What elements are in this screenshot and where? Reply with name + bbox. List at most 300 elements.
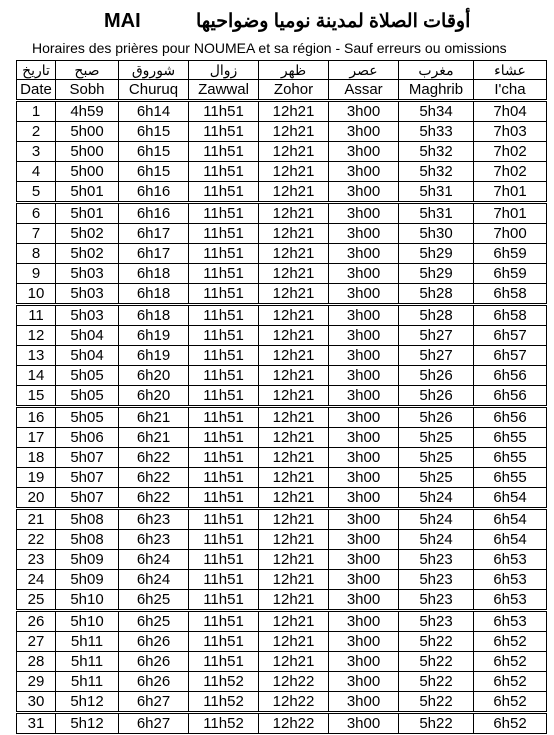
table-row [17,632,547,652]
table-cell: 7h02 [474,142,547,162]
table-cell: 6h15 [119,142,189,162]
table-cell: 6h21 [119,428,189,448]
table-cell: 6h54 [474,488,547,509]
arabic-title: أوقات الصلاة لمدينة نوميا وضواحيها [196,11,471,32]
table-row [17,284,547,305]
table-cell: 6h53 [474,570,547,590]
table-cell: 11h52 [189,672,259,692]
table-cell: 11h52 [189,713,259,734]
table-cell: 11h51 [189,590,259,611]
table-cell: 2 [17,122,56,142]
table-cell: 5h07 [56,448,119,468]
table-cell: 6h52 [474,652,547,672]
table-cell: 11h52 [189,692,259,713]
table-cell: 12h21 [259,468,329,488]
table-cell: 11h51 [189,570,259,590]
table-cell: 8 [17,244,56,264]
table-cell: 7h03 [474,122,547,142]
table-cell: 6h20 [119,386,189,407]
table-row [17,346,547,366]
col-header: Date [17,80,56,101]
table-cell: 5h31 [399,182,474,203]
table-cell: 6h25 [119,611,189,632]
table-cell: 6h21 [119,407,189,428]
table-cell: 12h22 [259,672,329,692]
table-cell: 12h21 [259,326,329,346]
table-cell: 5h22 [399,632,474,652]
table-cell: 3h00 [329,284,399,305]
table-row [17,182,547,203]
table-cell: 3h00 [329,101,399,122]
table-cell: 31 [17,713,56,734]
table-cell: 12h21 [259,590,329,611]
table-cell: 6h17 [119,244,189,264]
col-header-ar: عصر [329,61,399,80]
table-cell: 11h51 [189,428,259,448]
table-cell: 6h27 [119,713,189,734]
table-cell: 12h21 [259,407,329,428]
table-cell: 14 [17,366,56,386]
table-row [17,326,547,346]
table-cell: 12h21 [259,264,329,284]
table-cell: 5h00 [56,122,119,142]
arabic-header-row [17,61,547,80]
table-cell: 11h51 [189,488,259,509]
col-header: Sobh [56,80,119,101]
table-cell: 9 [17,264,56,284]
table-cell: 13 [17,346,56,366]
col-header: Zawwal [189,80,259,101]
table-cell: 5h05 [56,386,119,407]
table-cell: 7h02 [474,162,547,182]
table-cell: 6h18 [119,305,189,326]
table-cell: 11h51 [189,611,259,632]
table-cell: 6h27 [119,692,189,713]
table-row [17,652,547,672]
table-cell: 12h21 [259,386,329,407]
table-cell: 11h51 [189,101,259,122]
table-row [17,550,547,570]
table-cell: 3h00 [329,326,399,346]
table-cell: 11h51 [189,162,259,182]
table-row [17,611,547,632]
table-row [17,448,547,468]
table-cell: 5h03 [56,305,119,326]
table-cell: 12h21 [259,101,329,122]
table-cell: 6h57 [474,326,547,346]
table-row [17,509,547,530]
table-cell: 6h15 [119,162,189,182]
table-cell: 6h58 [474,305,547,326]
table-cell: 7h04 [474,101,547,122]
table-cell: 3h00 [329,468,399,488]
table-cell: 6h53 [474,590,547,611]
table-cell: 5h22 [399,692,474,713]
table-cell: 12h21 [259,162,329,182]
table-cell: 5h04 [56,346,119,366]
table-cell: 6 [17,203,56,224]
table-cell: 3h00 [329,713,399,734]
table-cell: 12h22 [259,713,329,734]
table-cell: 15 [17,386,56,407]
table-cell: 5h24 [399,509,474,530]
table-cell: 5h23 [399,570,474,590]
table-cell: 3h00 [329,142,399,162]
table-cell: 5h04 [56,326,119,346]
table-cell: 12h21 [259,305,329,326]
table-cell: 5h05 [56,366,119,386]
table-cell: 3h00 [329,672,399,692]
prayer-times-table [16,60,547,734]
table-cell: 5h01 [56,203,119,224]
table-cell: 5h22 [399,672,474,692]
table-row [17,468,547,488]
table-row [17,590,547,611]
table-cell: 3h00 [329,244,399,264]
table-cell: 12h21 [259,530,329,550]
table-cell: 5h22 [399,713,474,734]
table-cell: 6h26 [119,672,189,692]
table-cell: 25 [17,590,56,611]
table-cell: 11h51 [189,122,259,142]
table-cell: 12h21 [259,203,329,224]
table-cell: 6h55 [474,468,547,488]
table-cell: 11h51 [189,652,259,672]
table-cell: 12h21 [259,652,329,672]
table-cell: 12h21 [259,550,329,570]
table-cell: 5h34 [399,101,474,122]
table-cell: 3h00 [329,407,399,428]
table-cell: 5h31 [399,203,474,224]
table-row [17,142,547,162]
table-cell: 5h29 [399,244,474,264]
table-cell: 6h53 [474,550,547,570]
table-cell: 5h12 [56,692,119,713]
table-cell: 6h54 [474,530,547,550]
col-header-ar: مغرب [399,61,474,80]
table-cell: 4 [17,162,56,182]
table-cell: 6h52 [474,672,547,692]
table-row [17,305,547,326]
table-cell: 5h08 [56,509,119,530]
table-cell: 6h16 [119,182,189,203]
table-row [17,692,547,713]
table-cell: 6h52 [474,632,547,652]
table-cell: 6h26 [119,652,189,672]
table-cell: 29 [17,672,56,692]
table-row [17,570,547,590]
table-cell: 11h51 [189,386,259,407]
table-cell: 5h30 [399,224,474,244]
table-cell: 20 [17,488,56,509]
table-cell: 6h59 [474,264,547,284]
table-cell: 12h21 [259,428,329,448]
table-cell: 5h29 [399,264,474,284]
table-cell: 3h00 [329,488,399,509]
col-header-ar: شوروق [119,61,189,80]
table-row [17,407,547,428]
table-row [17,428,547,448]
table-cell: 12h21 [259,611,329,632]
table-cell: 12h21 [259,284,329,305]
table-cell: 6h56 [474,407,547,428]
table-cell: 3h00 [329,448,399,468]
table-cell: 11h51 [189,632,259,652]
table-cell: 6h52 [474,713,547,734]
table-cell: 6h19 [119,326,189,346]
table-cell: 11h51 [189,305,259,326]
table-cell: 12h21 [259,224,329,244]
table-cell: 11h51 [189,346,259,366]
table-cell: 6h56 [474,386,547,407]
table-cell: 5h33 [399,122,474,142]
table-cell: 5h02 [56,244,119,264]
table-cell: 11h51 [189,284,259,305]
table-cell: 12h21 [259,448,329,468]
table-cell: 11 [17,305,56,326]
table-cell: 3h00 [329,346,399,366]
table-cell: 6h24 [119,570,189,590]
table-cell: 11h51 [189,264,259,284]
table-cell: 5h24 [399,530,474,550]
table-cell: 12h21 [259,366,329,386]
table-cell: 11h51 [189,550,259,570]
table-cell: 12h21 [259,632,329,652]
table-cell: 5h32 [399,162,474,182]
table-cell: 6h14 [119,101,189,122]
table-cell: 3h00 [329,366,399,386]
table-cell: 3h00 [329,162,399,182]
table-cell: 7h01 [474,182,547,203]
table-cell: 5h08 [56,530,119,550]
table-cell: 11h51 [189,203,259,224]
table-cell: 5h27 [399,326,474,346]
table-cell: 6h59 [474,244,547,264]
table-row [17,530,547,550]
table-cell: 12h21 [259,182,329,203]
table-cell: 17 [17,428,56,448]
table-cell: 3h00 [329,386,399,407]
table-cell: 27 [17,632,56,652]
col-header: Churuq [119,80,189,101]
table-cell: 3h00 [329,692,399,713]
table-cell: 6h20 [119,366,189,386]
table-cell: 3h00 [329,530,399,550]
table-cell: 12h21 [259,142,329,162]
table-cell: 3h00 [329,203,399,224]
table-cell: 11h51 [189,182,259,203]
table-cell: 5h26 [399,386,474,407]
table-cell: 18 [17,448,56,468]
table-row [17,386,547,407]
table-cell: 3h00 [329,305,399,326]
table-cell: 3h00 [329,550,399,570]
table-cell: 5h32 [399,142,474,162]
table-cell: 6h15 [119,122,189,142]
table-row [17,224,547,244]
table-row [17,244,547,264]
table-cell: 11h51 [189,509,259,530]
subtitle: Horaires des prières pour NOUMEA et sa région - Sauf erreurs ou omissions [32,40,507,56]
table-cell: 5h23 [399,590,474,611]
table-cell: 6h18 [119,284,189,305]
table-cell: 5 [17,182,56,203]
table-cell: 5h03 [56,264,119,284]
table-cell: 5h25 [399,448,474,468]
table-cell: 30 [17,692,56,713]
title-row [0,8,554,34]
table-cell: 5h01 [56,182,119,203]
table-cell: 12h21 [259,346,329,366]
table-cell: 3h00 [329,632,399,652]
table-cell: 5h23 [399,611,474,632]
table-cell: 5h00 [56,142,119,162]
table-cell: 5h25 [399,428,474,448]
table-cell: 5h26 [399,407,474,428]
table-cell: 21 [17,509,56,530]
table-cell: 11h51 [189,366,259,386]
table-row [17,101,547,122]
table-cell: 3h00 [329,182,399,203]
table-cell: 3h00 [329,570,399,590]
table-cell: 5h07 [56,468,119,488]
table-cell: 12h21 [259,122,329,142]
month-title: MAI [104,10,141,32]
table-cell: 11h51 [189,326,259,346]
col-header-ar: ظهر [259,61,329,80]
table-cell: 12h21 [259,509,329,530]
col-header: Maghrib [399,80,474,101]
table-cell: 6h55 [474,428,547,448]
table-cell: 5h02 [56,224,119,244]
table-cell: 10 [17,284,56,305]
table-cell: 3h00 [329,224,399,244]
table-row [17,264,547,284]
table-cell: 11h51 [189,407,259,428]
table-cell: 7h01 [474,203,547,224]
table-cell: 12 [17,326,56,346]
table-cell: 26 [17,611,56,632]
table-cell: 5h27 [399,346,474,366]
table-cell: 5h28 [399,305,474,326]
table-cell: 12h22 [259,692,329,713]
table-cell: 5h28 [399,284,474,305]
table-row [17,162,547,182]
table-row [17,122,547,142]
table-cell: 5h11 [56,672,119,692]
table-cell: 6h23 [119,530,189,550]
table-cell: 19 [17,468,56,488]
table-cell: 5h05 [56,407,119,428]
table-cell: 5h23 [399,550,474,570]
table-cell: 5h22 [399,652,474,672]
table-cell: 6h17 [119,224,189,244]
table-cell: 5h10 [56,590,119,611]
table-cell: 5h12 [56,713,119,734]
table-cell: 3h00 [329,122,399,142]
table-cell: 5h00 [56,162,119,182]
table-cell: 11h51 [189,468,259,488]
table-cell: 11h51 [189,530,259,550]
table-row [17,488,547,509]
table-cell: 5h03 [56,284,119,305]
table-cell: 4h59 [56,101,119,122]
table-cell: 5h11 [56,632,119,652]
table-cell: 1 [17,101,56,122]
table-cell: 6h58 [474,284,547,305]
table-cell: 11h51 [189,142,259,162]
table-cell: 6h52 [474,692,547,713]
table-cell: 11h51 [189,224,259,244]
table-cell: 11h51 [189,448,259,468]
table-cell: 6h57 [474,346,547,366]
table-cell: 6h23 [119,509,189,530]
table-cell: 5h24 [399,488,474,509]
table-cell: 6h56 [474,366,547,386]
table-cell: 12h21 [259,570,329,590]
table-cell: 6h22 [119,448,189,468]
table-cell: 5h10 [56,611,119,632]
table-cell: 12h21 [259,244,329,264]
col-header: Zohor [259,80,329,101]
table-cell: 5h06 [56,428,119,448]
table-cell: 5h07 [56,488,119,509]
table-cell: 6h19 [119,346,189,366]
col-header: I'cha [474,80,547,101]
table-cell: 6h26 [119,632,189,652]
table-row [17,366,547,386]
table-cell: 5h09 [56,550,119,570]
table-cell: 6h55 [474,448,547,468]
table-cell: 3h00 [329,652,399,672]
table-row [17,203,547,224]
table-cell: 3h00 [329,428,399,448]
table-cell: 3h00 [329,611,399,632]
table-cell: 5h25 [399,468,474,488]
table-cell: 6h24 [119,550,189,570]
col-header: Assar [329,80,399,101]
table-cell: 3h00 [329,590,399,611]
latin-header-row [17,80,547,101]
table-cell: 6h53 [474,611,547,632]
table-cell: 28 [17,652,56,672]
table-cell: 6h18 [119,264,189,284]
table-cell: 7 [17,224,56,244]
table-cell: 3h00 [329,264,399,284]
table-row [17,713,547,734]
table-cell: 11h51 [189,244,259,264]
table-cell: 5h11 [56,652,119,672]
table-cell: 6h16 [119,203,189,224]
table-cell: 24 [17,570,56,590]
table-cell: 16 [17,407,56,428]
table-cell: 22 [17,530,56,550]
table-cell: 3 [17,142,56,162]
table-cell: 23 [17,550,56,570]
col-header-ar: عشاء [474,61,547,80]
table-cell: 6h22 [119,488,189,509]
table-cell: 6h54 [474,509,547,530]
table-cell: 7h00 [474,224,547,244]
table-cell: 6h25 [119,590,189,611]
table-cell: 5h09 [56,570,119,590]
table-cell: 5h26 [399,366,474,386]
col-header-ar: زوال [189,61,259,80]
table-cell: 6h22 [119,468,189,488]
col-header-ar: صبح [56,61,119,80]
table-cell: 12h21 [259,488,329,509]
col-header-ar: تاريخ [17,61,56,80]
